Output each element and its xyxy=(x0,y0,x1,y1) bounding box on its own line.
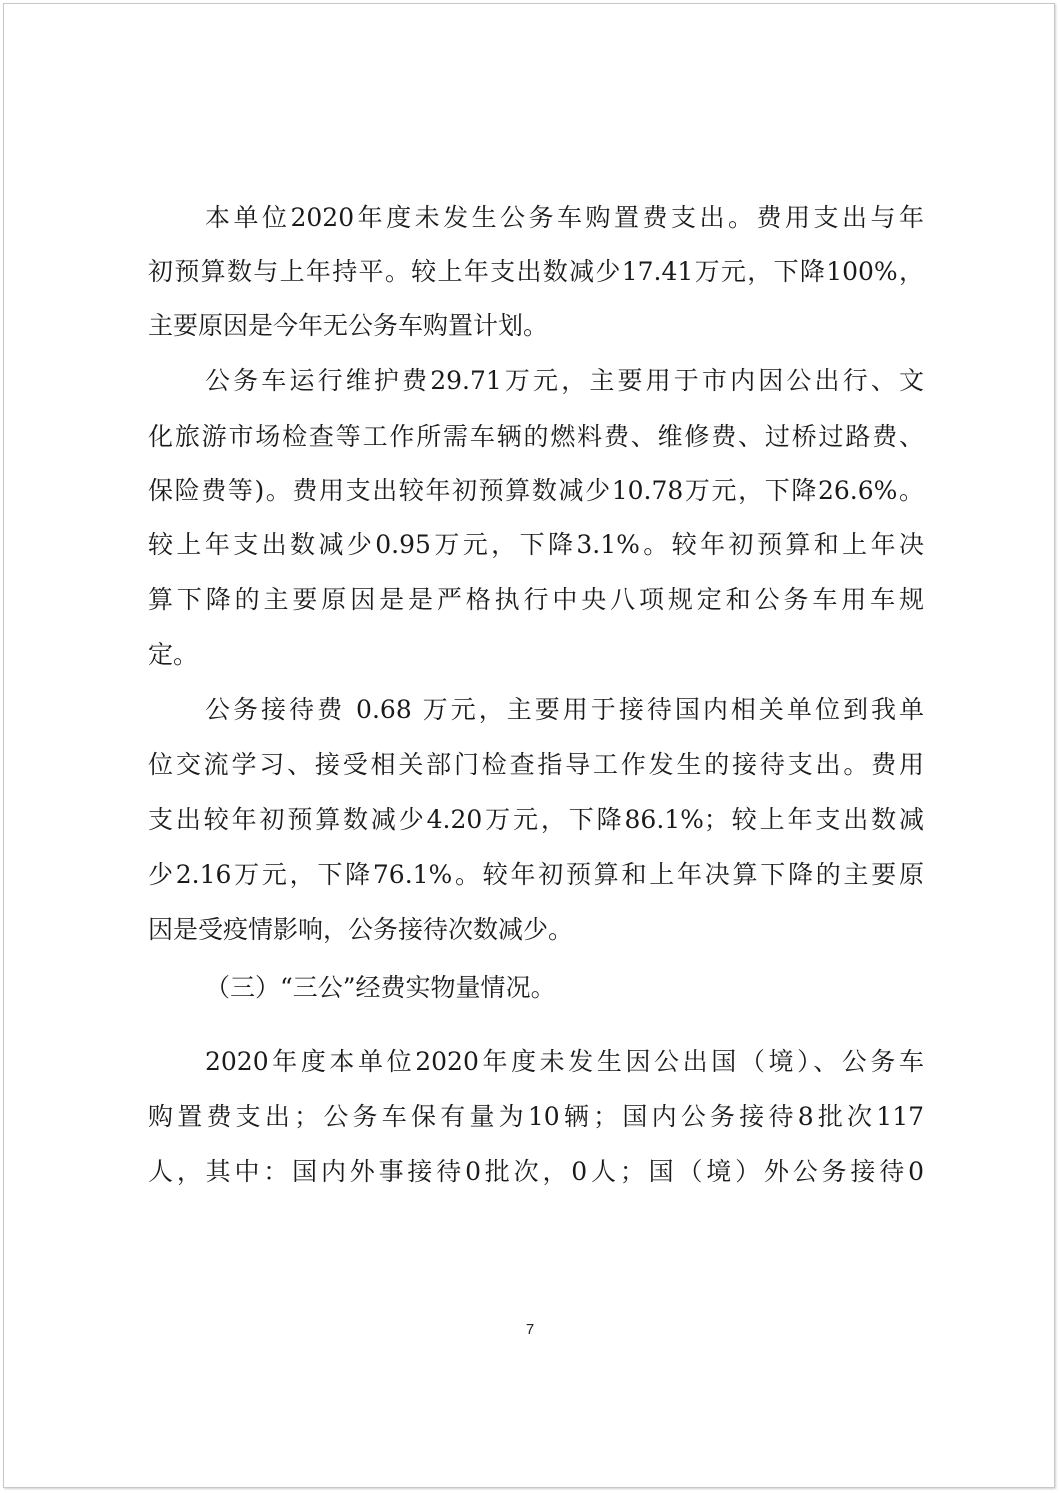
text-line: 主要原因是今年无公务车购置计划。 xyxy=(148,311,549,340)
text-line: 较上年支出数减少0.95万元，下降3.1%。较年初预算和上年决 xyxy=(148,530,924,559)
section-heading: （三）“三公”经费实物量情况。 xyxy=(205,973,556,1002)
text-line: 定。 xyxy=(148,640,199,669)
text-line: 位交流学习、接受相关部门检查指导工作发生的接待支出。费用 xyxy=(148,750,924,779)
text-line: 因是受疫情影响，公务接待次数减少。 xyxy=(148,915,574,944)
text-line: 人，其中：国内外事接待0批次，0人；国（境）外公务接待0 xyxy=(148,1157,924,1186)
text-line: 2020年度本单位2020年度未发生因公出国（境）、公务车 xyxy=(205,1047,924,1076)
text-line: 保险费等)。费用支出较年初预算数减少10.78万元，下降26.6%。 xyxy=(148,476,924,505)
text-line: 本单位2020年度未发生公务车购置费支出。费用支出与年 xyxy=(205,203,924,232)
text-line: 化旅游市场检查等工作所需车辆的燃料费、维修费、过桥过路费、 xyxy=(148,422,924,451)
page-number: 7 xyxy=(525,1321,535,1338)
text-line: 购置费支出；公务车保有量为10辆；国内公务接待8批次117 xyxy=(148,1102,924,1131)
text-line: 公务接待费 0.68 万元，主要用于接待国内相关单位到我单 xyxy=(205,695,924,724)
text-line: 少2.16万元，下降76.1%。较年初预算和上年决算下降的主要原 xyxy=(148,860,924,889)
text-line: 初预算数与上年持平。较上年支出数减少17.41万元，下降100%， xyxy=(148,257,924,286)
text-line: 支出较年初预算数减少4.20万元，下降86.1%；较上年支出数减 xyxy=(148,805,924,834)
text-line: 公务车运行维护费29.71万元，主要用于市内因公出行、文 xyxy=(205,366,924,395)
text-line: 算下降的主要原因是是严格执行中央八项规定和公务车用车规 xyxy=(148,585,924,614)
